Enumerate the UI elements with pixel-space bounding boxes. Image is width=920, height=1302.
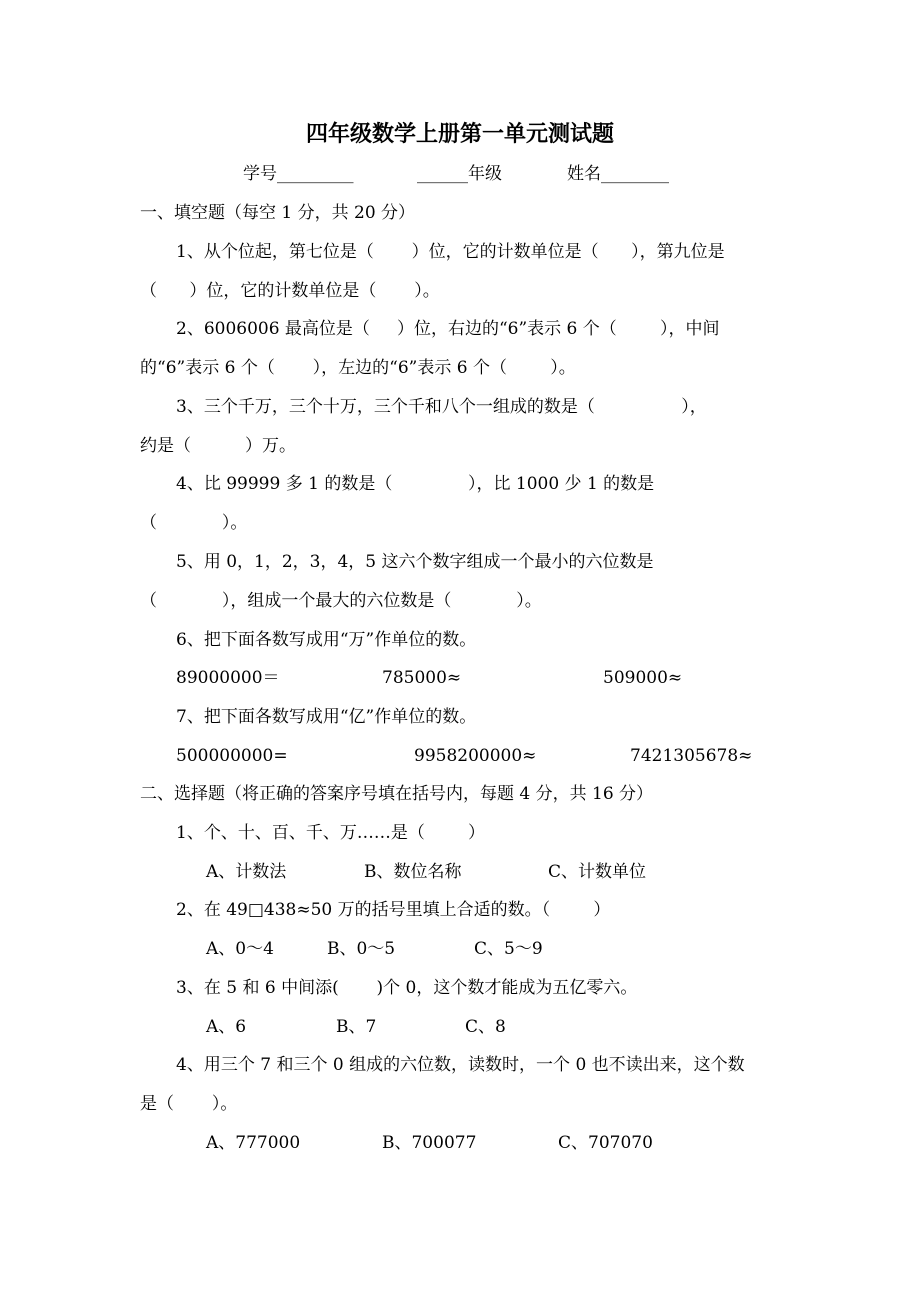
s1-q3-line1: 3、三个千万，三个十万，三个千和八个一组成的数是（ ）， <box>176 397 707 417</box>
s1-q7-item-2: 9958200000≈ <box>414 746 537 766</box>
s2-q1-option-a: A、计数法 <box>206 862 287 882</box>
s1-q7-prompt: 7、把下面各数写成用“亿”作单位的数。 <box>176 707 477 727</box>
s2-q2-option-a: A、0～4 <box>206 939 274 959</box>
s2-q2-prompt: 2、在 49□438≈50 万的括号里填上合适的数。（ ） <box>176 900 611 920</box>
s1-q5-line2: （ ），组成一个最大的六位数是（ ）。 <box>140 591 542 611</box>
student-id-field: 学号_________ <box>243 164 354 184</box>
s1-q6-item-1: 89000000＝ <box>176 668 280 688</box>
section1-heading: 一、填空题（每空 1 分，共 20 分） <box>140 203 416 223</box>
s2-q4-option-b: B、700077 <box>382 1133 477 1153</box>
s1-q6-item-3: 509000≈ <box>603 668 683 688</box>
s1-q7-item-1: 500000000= <box>176 746 288 766</box>
s2-q3-option-a: A、6 <box>206 1017 247 1037</box>
name-field: 姓名________ <box>567 164 669 184</box>
s2-q2-option-b: B、0～5 <box>327 939 396 959</box>
s1-q1-line1: 1、从个位起，第七位是（ ）位，它的计数单位是（ ），第九位是 <box>176 242 725 262</box>
grade-field: ______年级 <box>417 164 502 184</box>
s1-q5-line1: 5、用 0，1，2，3，4，5 这六个数字组成一个最小的六位数是 <box>176 552 654 572</box>
s2-q4-line1: 4、用三个 7 和三个 0 组成的六位数，读数时，一个 0 也不读出来，这个数 <box>176 1055 745 1075</box>
s1-q7-item-3: 7421305678≈ <box>630 746 753 766</box>
s2-q3-option-c: C、8 <box>465 1017 506 1037</box>
s1-q4-line2: （ ）。 <box>140 513 248 533</box>
s1-q3-line2: 约是（ ）万。 <box>140 436 297 456</box>
s1-q2-line2: 的“6”表示 6 个（ ），左边的“6”表示 6 个（ ）。 <box>140 358 576 378</box>
s1-q6-item-2: 785000≈ <box>382 668 462 688</box>
s2-q2-option-c: C、5～9 <box>474 939 543 959</box>
s2-q4-line2: 是（ ）。 <box>140 1094 238 1114</box>
s1-q1-line2: （ ）位，它的计数单位是（ ）。 <box>140 281 440 301</box>
s2-q1-prompt: 1、个、十、百、千、万……是（ ） <box>176 823 486 843</box>
page-title: 四年级数学上册第一单元测试题 <box>305 122 614 147</box>
s1-q2-line1: 2、6006006 最高位是（ ）位，右边的“6”表示 6 个（ ），中间 <box>176 319 720 339</box>
s1-q4-line1: 4、比 99999 多 1 的数是（ ），比 1000 少 1 的数是 <box>176 474 655 494</box>
s2-q4-option-a: A、777000 <box>206 1133 301 1153</box>
s2-q1-option-c: C、计数单位 <box>548 862 647 882</box>
s2-q4-option-c: C、707070 <box>558 1133 653 1153</box>
s2-q3-option-b: B、7 <box>336 1017 377 1037</box>
s2-q1-option-b: B、数位名称 <box>364 862 462 882</box>
s1-q6-prompt: 6、把下面各数写成用“万”作单位的数。 <box>176 630 477 650</box>
section2-heading: 二、选择题（将正确的答案序号填在括号内，每题 4 分，共 16 分） <box>140 784 654 804</box>
s2-q3-prompt: 3、在 5 和 6 中间添( )个 0，这个数才能成为五亿零六。 <box>176 978 638 998</box>
